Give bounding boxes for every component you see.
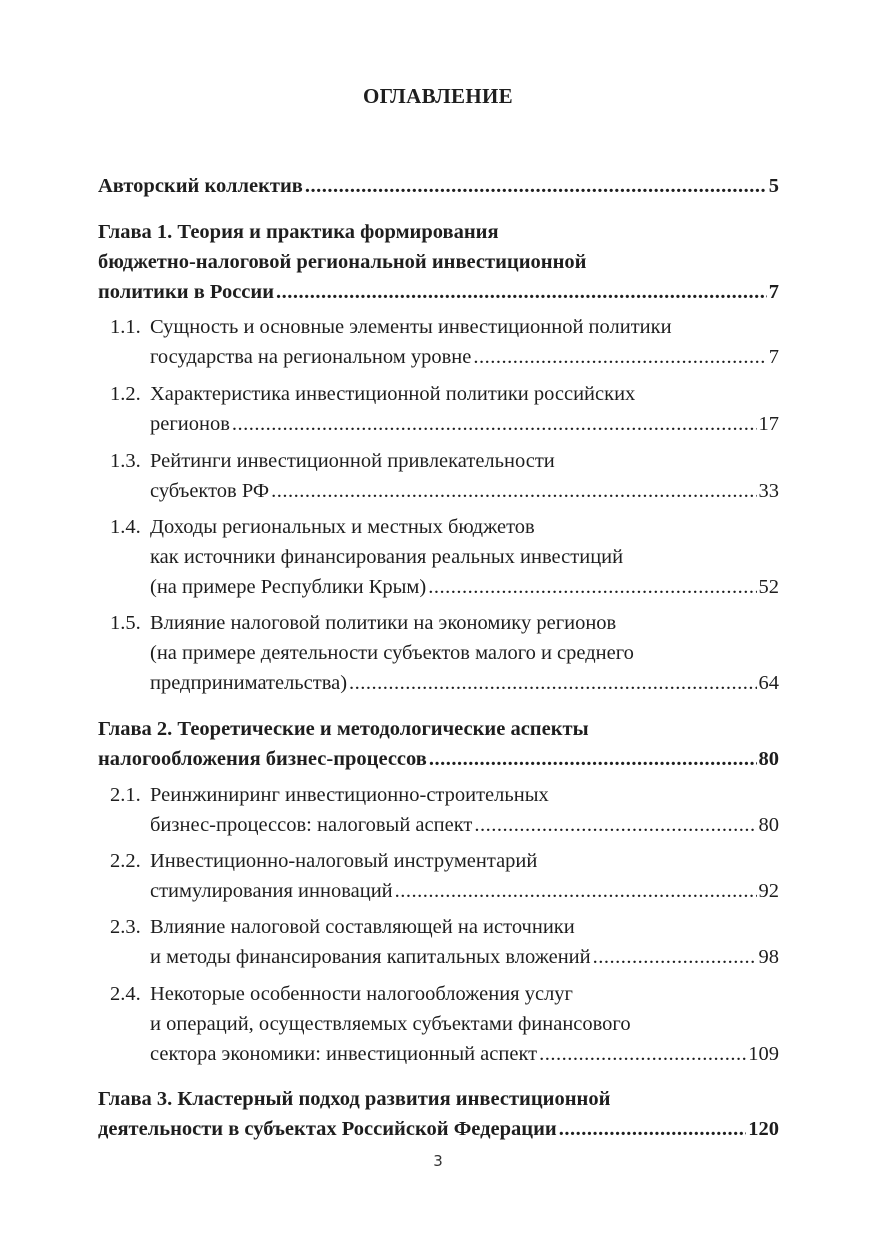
toc-entry-last-line [150,572,779,602]
toc-entry-line: Глава 1. Теория и практика формирования [98,221,499,243]
toc-entry-line: (на примере деятельности субъектов малого и среднего [150,642,634,665]
toc-entry-section-1-4 [110,512,779,603]
dot-leader [474,810,756,840]
toc-entry-line: Доходы региональных и местных бюджетов [150,516,535,538]
dot-leader [593,942,757,972]
toc-entry-section-2-4 [110,979,779,1070]
section-number: 1.5. [110,612,141,634]
section-number: 1.1. [110,316,141,338]
toc-page-number: 98 [758,946,779,969]
toc-entry-section-2-1 [110,780,779,840]
toc-entry-line: Рейтинги инвестиционной привлекательности [150,450,555,472]
dot-leader [305,171,767,201]
toc-entry-line: Реинжиниринг инвестиционно-строительных [150,784,549,806]
toc-entry-title: сектора экономики: инвестиционный аспект [150,1043,538,1066]
toc-entry-section-2-2 [110,846,779,906]
toc-entry-line: Некоторые особенности налогообложения услуг [150,983,573,1005]
toc-entry-line: Инвестиционно-налоговый инструментарий [150,850,538,872]
toc-entry-last-line [150,942,779,972]
toc-entry-chapter-2 [98,714,779,774]
page-title: ОГЛАВЛЕНИЕ [363,84,513,108]
toc-entry-line: и операций, осуществляемых субъектами финансового [150,1013,631,1036]
section-number: 2.1. [110,784,141,806]
page-number: 3 [433,1152,443,1170]
toc-entry-chapter-3 [98,1084,779,1144]
toc-page-number: 80 [758,748,779,771]
toc-page-number: 120 [748,1118,779,1141]
section-number: 2.4. [110,983,141,1005]
toc-entry-last-line [98,171,779,201]
toc-page-number: 80 [758,814,779,837]
toc-page-number: 7 [768,346,779,369]
section-number: 2.3. [110,916,141,938]
toc-page-number: 17 [758,413,779,436]
toc-entry-title: Авторский коллектив [98,175,303,197]
toc-page-number: 109 [748,1043,779,1066]
section-number: 2.2. [110,850,141,872]
dot-leader [349,668,756,698]
dot-leader [559,1114,747,1144]
toc-entry-title: регионов [150,413,230,436]
toc-entry-line: бюджетно-налоговой региональной инвестиционной [98,251,587,274]
toc-entry-last-line [98,277,779,307]
toc-entry-line: Сущность и основные элементы инвестиционной политики [150,316,672,338]
toc-entry-title: налогообложения бизнес-процессов [98,748,427,771]
toc-entry-authors [98,171,779,201]
toc-page-number: 64 [758,672,779,695]
dot-leader [276,277,767,307]
toc-entry-line: Глава 2. Теоретические и методологические аспекты [98,718,589,740]
toc-entry-title: субъектов РФ [150,480,270,503]
toc-entry-line: Влияние налоговой составляющей на источники [150,916,575,938]
toc-entry-title: стимулирования инноваций [150,880,393,903]
toc-entry-title: государства на региональном уровне [150,346,472,369]
toc-entry-section-1-5 [110,608,779,699]
toc-entry-last-line [150,1039,779,1069]
section-number: 1.4. [110,516,141,538]
toc-page-number: 52 [758,576,779,599]
toc-entry-title: политики в России [98,281,275,304]
toc-page-number: 33 [758,480,779,503]
dot-leader [232,409,757,439]
toc-entry-title: (на примере Республики Крым) [150,576,427,599]
toc-entry-last-line [150,342,779,372]
toc-entry-line: Характеристика инвестиционной политики российских [150,383,636,405]
section-number: 1.3. [110,450,141,472]
toc-page-number: 92 [758,880,779,903]
toc-entry-line: Влияние налоговой политики на экономику регионов [150,612,617,634]
toc-entry-title: предпринимательства) [150,672,348,695]
toc-entry-last-line [98,1114,779,1144]
section-number: 1.2. [110,383,141,405]
dot-leader [271,476,756,506]
toc-entry-section-1-2 [110,379,779,439]
dot-leader [429,744,757,774]
toc-entry-line: как источники финансирования реальных инвестиций [150,546,624,569]
toc-page-number: 5 [768,175,779,197]
dot-leader [395,876,757,906]
toc-entry-line: Глава 3. Кластерный подход развития инвестиционной [98,1088,611,1110]
toc-entry-last-line [150,409,779,439]
dot-leader [539,1039,746,1069]
toc-entry-section-1-3 [110,446,779,506]
toc-entry-section-1-1 [110,312,779,372]
toc-entry-last-line [150,668,779,698]
toc-entry-section-2-3 [110,912,779,972]
toc-entry-last-line [98,744,779,774]
toc-page-number: 7 [768,281,779,304]
toc-entry-title: и методы финансирования капитальных вложений [150,946,591,969]
dot-leader [473,342,766,372]
toc-entry-chapter-1 [98,217,779,308]
toc-entry-last-line [150,810,779,840]
toc-entry-last-line [150,876,779,906]
toc-entry-last-line [150,476,779,506]
toc-entry-title: деятельности в субъектах Российской Федерации [98,1118,557,1141]
toc-entry-title: бизнес-процессов: налоговый аспект [150,814,473,837]
dot-leader [428,572,756,602]
